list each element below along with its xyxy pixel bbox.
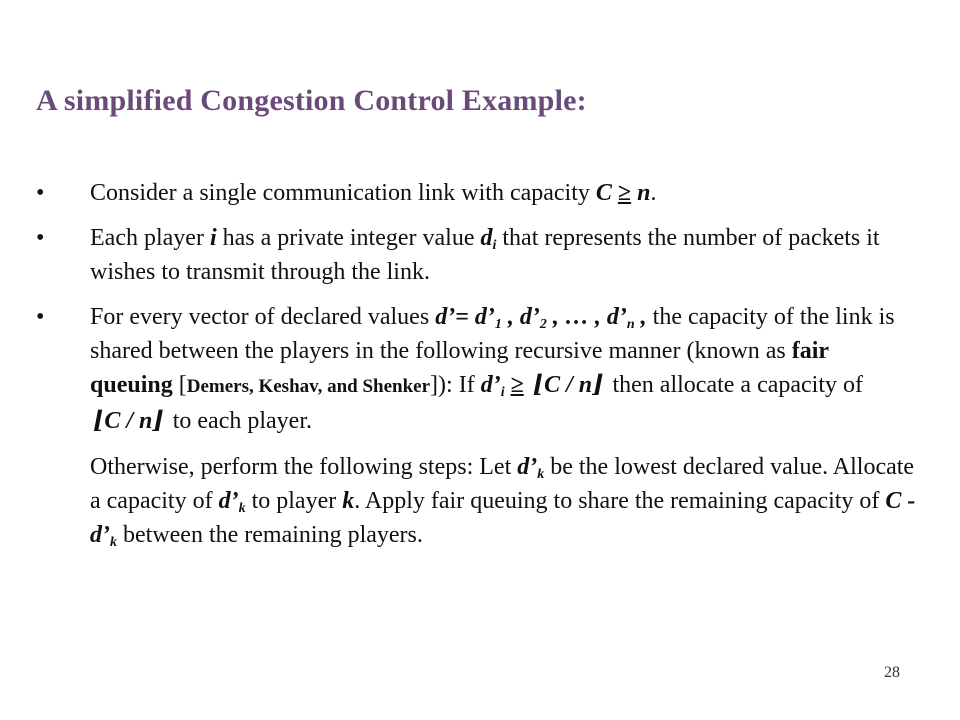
symbol-d-prime: d’ bbox=[517, 454, 538, 480]
bullet-text: Otherwise, perform the following steps: Let bbox=[90, 454, 518, 480]
symbol-geq: ≥ bbox=[617, 180, 632, 206]
subscript-1: 1 bbox=[494, 317, 502, 332]
bullet-text: that represents the number of packets it wishes to transmit through the link. bbox=[90, 225, 880, 285]
vector-d: , … , d’ bbox=[546, 304, 627, 330]
vector-d: , bbox=[634, 304, 647, 330]
bullet-fair-queuing bbox=[36, 300, 916, 438]
bullet-marker: • bbox=[36, 180, 45, 206]
symbol-d-prime: d’ bbox=[218, 488, 239, 514]
floor-c-over-n: ⌊C / n⌋ bbox=[532, 372, 604, 398]
subscript-k: k bbox=[537, 467, 545, 482]
bullet-continuation bbox=[36, 450, 916, 552]
vector-d: , d’ bbox=[501, 304, 540, 330]
page-number: 28 bbox=[884, 664, 900, 681]
subscript-2: 2 bbox=[539, 317, 547, 332]
bullet-text: between the remaining players. bbox=[117, 522, 423, 548]
bullet-text: then allocate a capacity of bbox=[606, 372, 864, 398]
bullet-marker: • bbox=[36, 225, 45, 251]
bullet-text: . bbox=[650, 180, 657, 206]
slide-title: A simplified Congestion Control Example: bbox=[36, 84, 587, 117]
bullet-text: has a private integer value bbox=[216, 225, 481, 251]
bullet-marker: • bbox=[36, 304, 45, 330]
symbol-d: d bbox=[480, 225, 493, 251]
subscript-k: k bbox=[110, 535, 117, 550]
bullet-capacity bbox=[36, 176, 916, 210]
bullet-text: For every vector of declared values bbox=[90, 304, 436, 330]
term-fair-queuing: fair queuing bbox=[90, 338, 829, 398]
floor-c-over-n: ⌊C / n⌋ bbox=[93, 408, 164, 434]
subscript-k: k bbox=[238, 501, 246, 516]
bullet-text: . Apply fair queuing to share the remaining capacity of bbox=[354, 488, 886, 514]
subscript-i: i bbox=[492, 238, 497, 253]
bullet-text: Each player bbox=[90, 225, 210, 251]
expression-c-minus-d: C - d’ bbox=[90, 488, 916, 548]
symbol-c: C bbox=[595, 180, 612, 206]
subscript-n: n bbox=[626, 317, 635, 332]
bullet-text: Consider a single communication link with capacity bbox=[90, 180, 596, 206]
bullet-text: [ bbox=[172, 372, 187, 398]
symbol-k: k bbox=[342, 488, 355, 514]
bullet-list bbox=[36, 176, 916, 552]
symbol-d-prime: d’ bbox=[480, 372, 501, 398]
citation: Demers, Keshav, and Shenker bbox=[186, 376, 431, 397]
subscript-i: i bbox=[500, 385, 505, 400]
symbol-n: n bbox=[637, 180, 651, 206]
bullet-text: be the lowest declared value. Allocate a capacity of bbox=[90, 454, 915, 514]
bullet-text: to each player. bbox=[166, 408, 312, 434]
bullet-text: to player bbox=[245, 488, 343, 514]
bullet-text: the capacity of the link is shared between the players in the following recursive manner (known as bbox=[90, 304, 895, 364]
bullet-text: ]): If bbox=[430, 372, 481, 398]
vector-d: d’= d’ bbox=[435, 304, 495, 330]
symbol-geq: ≥ bbox=[510, 372, 524, 398]
symbol-i: i bbox=[209, 225, 217, 251]
bullet-private-value bbox=[36, 221, 916, 289]
